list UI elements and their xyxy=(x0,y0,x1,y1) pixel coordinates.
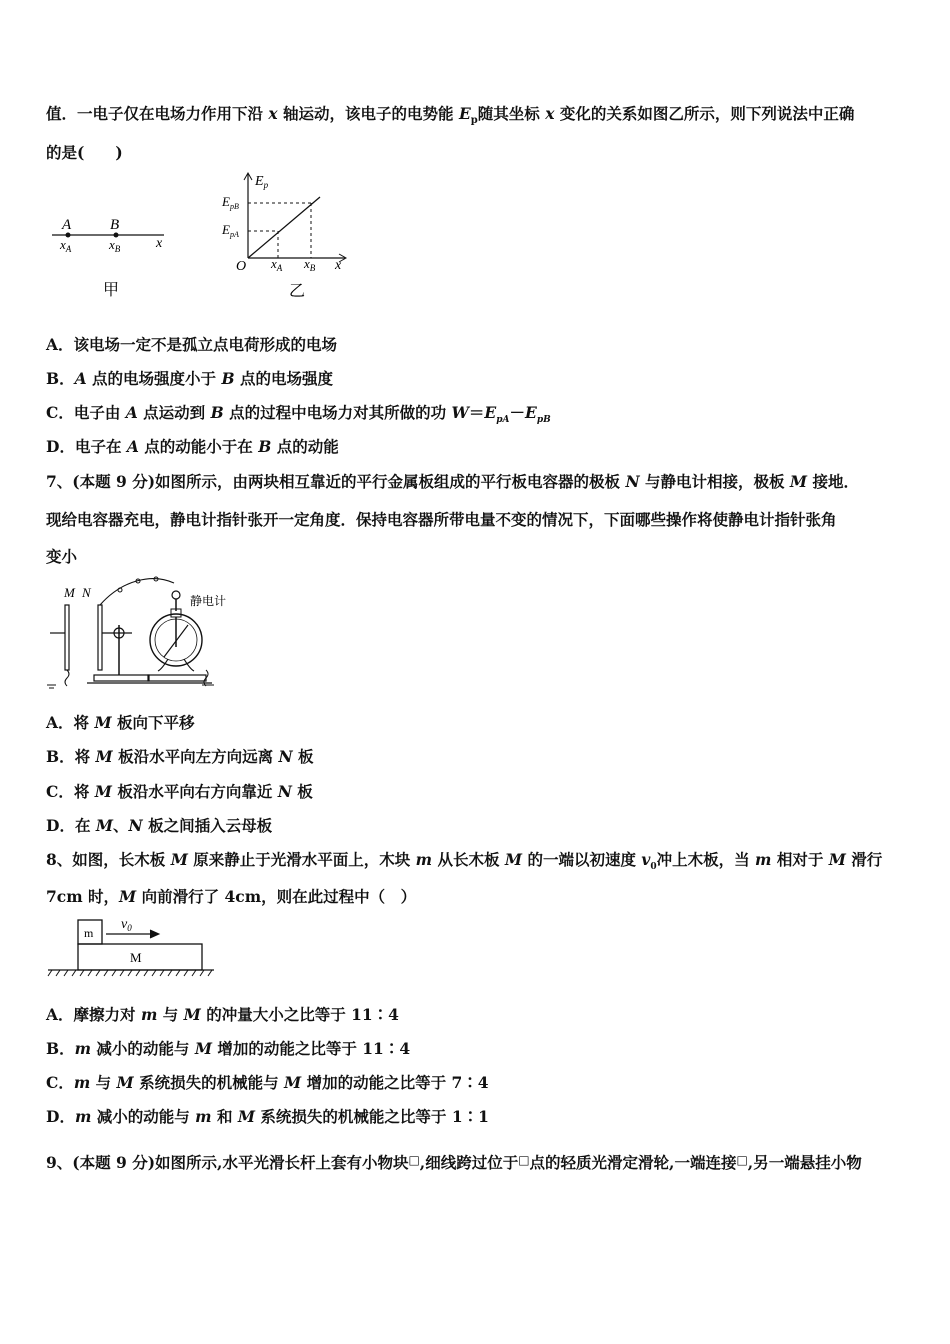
q6-option-b: B．A 点的电场强度小于 B 点的电场强度 xyxy=(46,369,333,388)
ep-line xyxy=(248,197,320,258)
q6-option-a: A．该电场一定不是孤立点电荷形成的电场 xyxy=(46,335,338,354)
q8-option-c: C．m 与 M 系统损失的机械能与 M 增加的动能之比等于 7∶4 xyxy=(46,1073,489,1092)
label-yi-xa: $x_A$ xyxy=(271,256,283,273)
q7-stem-line-2: 现给电容器充电，静电计指针张开一定角度．保持电容器所带电量不变的情况下，下面哪些操作将使静电计指针张角 xyxy=(46,510,837,529)
q8-option-d: D．m 减小的动能与 m 和 M 系统损失的机械能之比等于 1∶1 xyxy=(46,1107,489,1126)
plate-m xyxy=(65,605,69,670)
q6-option-d: D．电子在 A 点的动能小于在 B 点的动能 xyxy=(46,437,339,456)
label-epb: $E_{pB}$ xyxy=(222,194,239,211)
q8-option-a: A．摩擦力对 m 与 M 的冲量大小之比等于 11∶4 xyxy=(46,1005,399,1024)
q6-option-c: C．电子由 A 点运动到 B 点的过程中电场力对其所做的功 $W=E_{pA}-E_{pB}$ xyxy=(46,403,551,426)
q7-stem-line-1: 7、(本题 9 分)如图所示，由两块相互靠近的平行金属板组成的平行板电容器的极板 N 与静电计相接，极板 M 接地． xyxy=(46,472,859,491)
q8-stem-line-1: 8、如图，长木板 M 原来静止于光滑水平面上，木块 m 从长木板 M 的一端以初速度 $v_0$冲上木板，当 m 相对于 M 滑行 xyxy=(46,850,883,873)
label-plate-m: M xyxy=(64,585,75,600)
label-block-m: m xyxy=(84,926,94,940)
figure-electroscope xyxy=(42,575,242,690)
label-x-axis: x xyxy=(156,236,163,251)
q7-stem-line-3: 变小 xyxy=(46,547,78,566)
figure-yi xyxy=(215,170,355,302)
q9-stem-line-1: 9、(本题 9 分)如图所示,水平光滑长杆上套有小物块□,细线跨过位于□点的轻质光滑定滑轮,一端连接□,另一端悬挂小物 xyxy=(46,1153,862,1172)
label-epa: $E_{pA}$ xyxy=(222,222,239,239)
q7-option-a: A．将 M 板向下平移 xyxy=(46,713,195,732)
plate-n xyxy=(98,605,102,670)
missing-glyph-3: □ xyxy=(736,1153,748,1167)
label-b: B xyxy=(110,217,120,233)
label-v0: $v_0$ xyxy=(121,917,132,933)
label-yi-xb: $x_B$ xyxy=(304,256,316,273)
q7-option-c: C．将 M 板沿水平向右方向靠近 N 板 xyxy=(46,782,313,801)
electroscope-label: 静电计 xyxy=(190,594,227,608)
point-a-dot xyxy=(66,233,71,238)
caption-yi: 乙 xyxy=(289,283,306,300)
caption-jia: 甲 xyxy=(103,282,120,299)
label-a: A xyxy=(62,217,72,233)
q7-option-d: D．在 M、N 板之间插入云母板 xyxy=(46,816,273,835)
q7-option-b: B．将 M 板沿水平向左方向远离 N 板 xyxy=(46,747,314,766)
q8-stem-line-2: 7cm 时，M 向前滑行了 4cm，则在此过程中（ ） xyxy=(46,887,417,906)
q6-stem-line-2: 的是( ) xyxy=(46,143,123,162)
label-yi-x: x xyxy=(335,258,342,273)
label-ep: $E_p$ xyxy=(255,174,269,190)
missing-glyph-2: □ xyxy=(518,1153,530,1167)
missing-glyph-1: □ xyxy=(408,1153,420,1167)
label-xb: $x_B$ xyxy=(109,237,121,254)
figure-board-block xyxy=(46,912,221,982)
label-xa: $x_A$ xyxy=(60,237,72,254)
figure-jia xyxy=(46,210,176,305)
q6-stem-line-1: 值．一电子仅在电场力作用下沿 x 轴运动，该电子的电势能 $E_p$随其坐标 x 变化的关系如图乙所示，则下列说法中正确 xyxy=(46,104,855,127)
label-plate-n: N xyxy=(82,585,91,600)
label-board-m: M xyxy=(130,950,142,965)
q8-option-b: B．m 减小的动能与 M 增加的动能之比等于 11∶4 xyxy=(46,1039,411,1058)
label-origin: O xyxy=(236,259,247,274)
